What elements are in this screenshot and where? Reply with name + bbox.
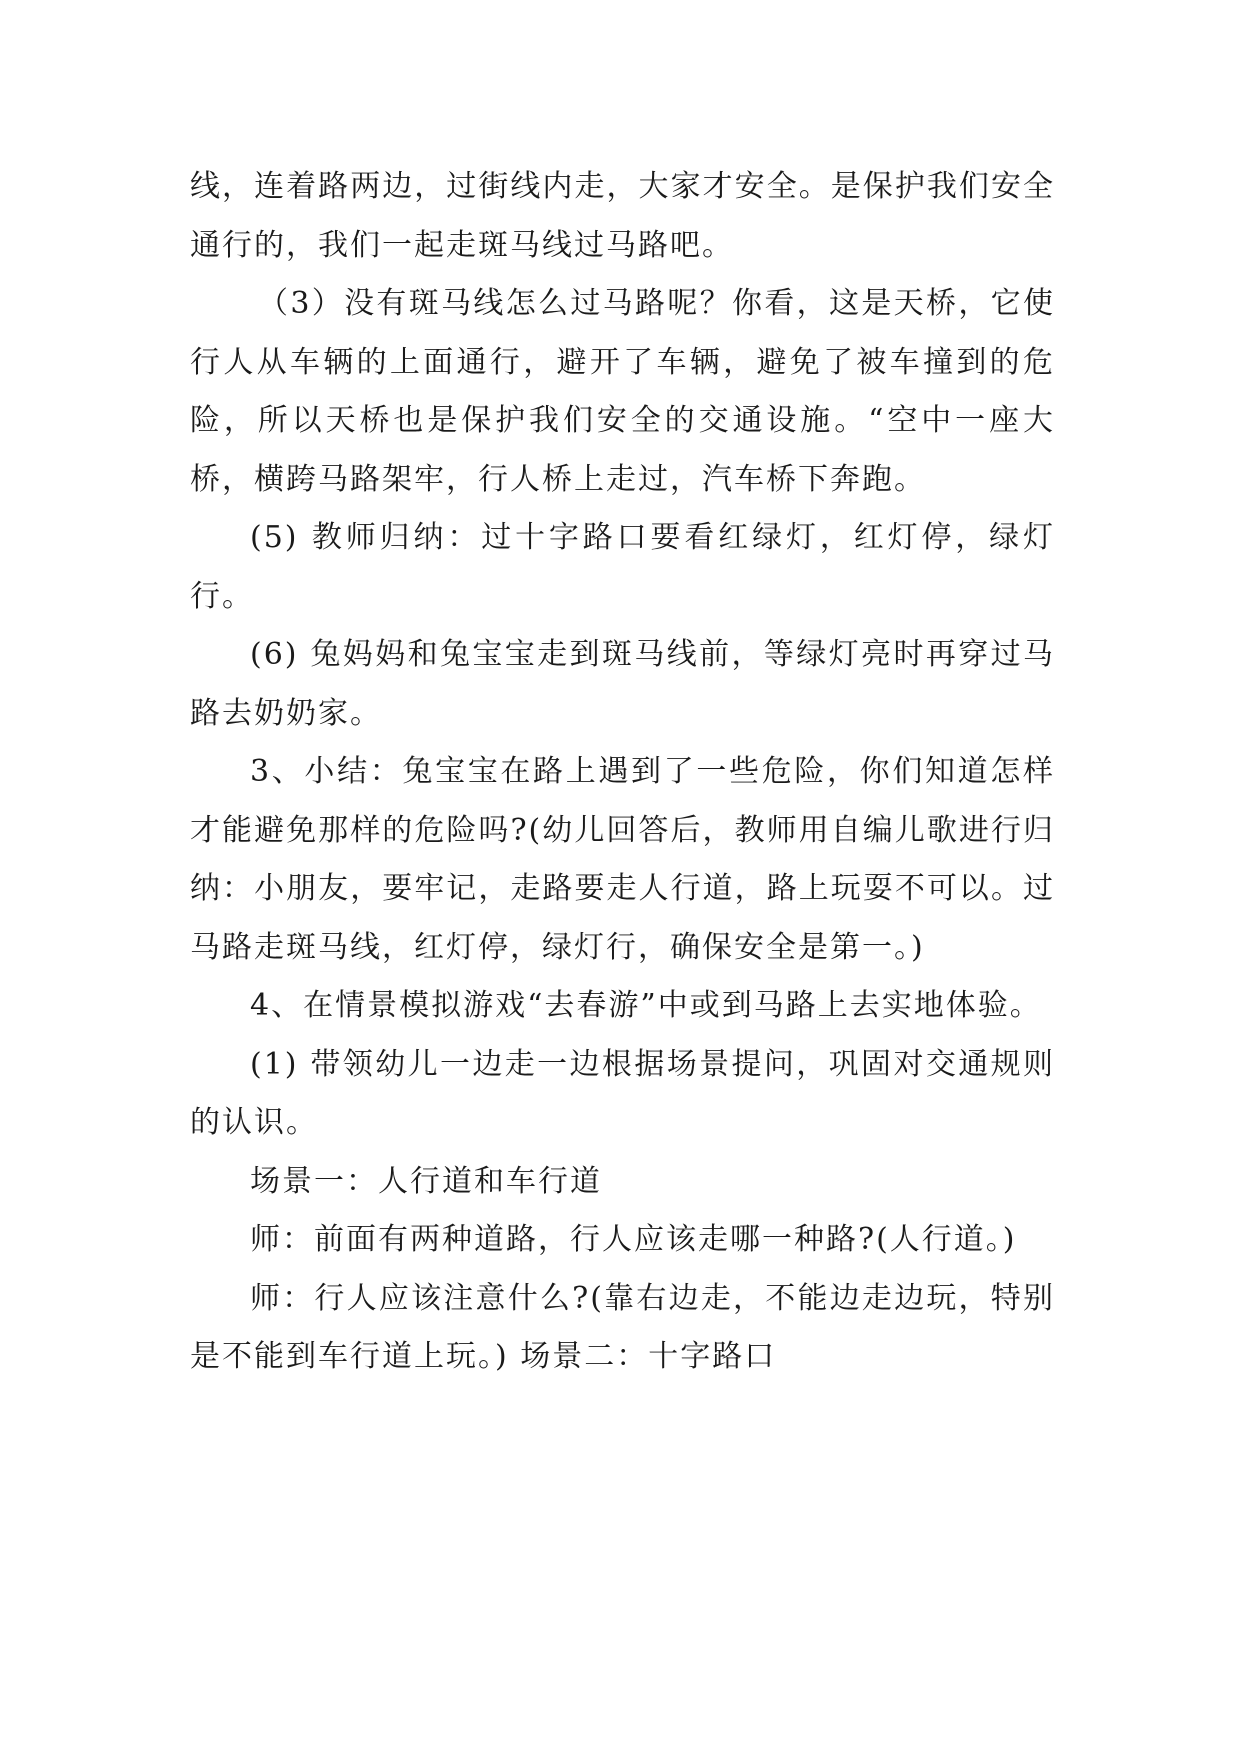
paragraph-1: 线，连着路两边，过街线内走，大家才安全。是保护我们安全通行的，我们一起走斑马线过马路吧。 bbox=[190, 169, 1055, 263]
paragraph-3: (5) 教师归纳：过十字路口要看红绿灯，红灯停，绿灯行。 bbox=[190, 520, 1055, 614]
paragraph-5: 3、小结：兔宝宝在路上遇到了一些危险，你们知道怎样才能避免那样的危险吗?(幼儿回答后，教师用自编儿歌进行归纳：小朋友，要牢记，走路要走人行道，路上玩耍不可以。过马路走斑马线，红灯停，绿灯行，确保安全是第一。) bbox=[190, 754, 1055, 965]
paragraph-10: 师：行人应该注意什么?(靠右边走，不能边走边玩，特别是不能到车行道上玩。) 场景二：十字路口 bbox=[190, 1280, 1055, 1374]
paragraph-6: 4、在情景模拟游戏“去春游”中或到马路上去实地体验。 bbox=[250, 988, 1042, 1023]
paragraph-8: 场景一：人行道和车行道 bbox=[250, 1163, 602, 1199]
paragraph-2: （3）没有斑马线怎么过马路呢？你看，这是天桥，它使行人从车辆的上面通行，避开了车辆，避免了被车撞到的危险，所以天桥也是保护我们安全的交通设施。“空中一座大桥，横跨马路架牢，行人桥上走过，汽车桥下奔跑。 bbox=[190, 286, 1055, 497]
paragraph-7: (1) 带领幼儿一边走一边根据场景提问，巩固对交通规则的认识。 bbox=[190, 1046, 1055, 1140]
paragraph-4: (6) 兔妈妈和兔宝宝走到斑马线前，等绿灯亮时再穿过马路去奶奶家。 bbox=[190, 637, 1055, 731]
paragraph-9: 师：前面有两种道路，行人应该走哪一种路?(人行道。) bbox=[250, 1222, 1017, 1257]
document-body bbox=[190, 158, 1055, 1387]
